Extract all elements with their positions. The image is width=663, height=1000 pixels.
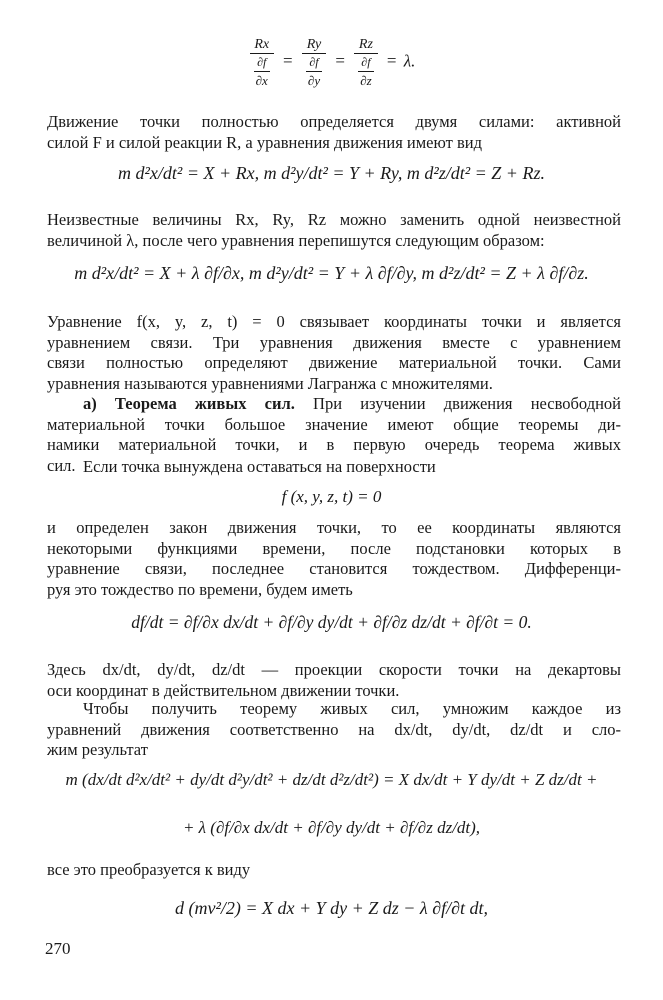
equation-rhs-lambda: λ. — [403, 51, 416, 71]
paragraph-surface: Если точка вынуждена оставаться на поверхности — [83, 457, 436, 476]
equation-lambda-ratio: $\frac{Rx}{\frac{\partial f}{\partial x}}$ = $\frac{Ry}{\frac{\partial f}{\partial y}}$ = $\frac{Rz}{\frac{\partial f}{\partial z}}$ = λ. — [0, 36, 663, 89]
paragraph-constraint: Уравнение f(x, y, z, t) = 0 связывает координаты точки и является уравнением связи. Три уравнения движения вместе с уравнением связи полностью определяют движение материальной точки. Сами уравнения называются уравнениями Лагранжа с множителями. — [47, 312, 621, 393]
paragraph-unknowns: Неизвестные величины Rx, Ry, Rz можно заменить одной неизвестной величиной λ, после чего уравнения перепишутся следующим образом: — [47, 210, 621, 250]
equation-motion: m d²x/dt² = X + Rx, m d²y/dt² = Y + Ry, m d²z/dt² = Z + Rz. — [118, 163, 545, 183]
equation-work-line1: m (dx/dt d²x/dt² + dy/dt d²y/dt² + dz/dt d²z/dt²) = X dx/dt + Y dy/dt + Z dz/dt + — [65, 770, 598, 789]
paragraph-identity: и определен закон движения точки, то ее координаты являются некоторыми функциями времени, после подстановки которых в уравнение связи, последнее становится тождеством. Дифференци- руя это тождество по времени, будем иметь — [47, 518, 621, 599]
fraction-rx: $\frac{Rx}{\frac{\partial f}{\partial x}}$ — [250, 36, 274, 89]
equation-work-line2: + λ (∂f/∂x dx/dt + ∂f/∂y dy/dt + ∂f/∂z dz/dt), — [182, 818, 481, 837]
equation-surface: f (x, y, z, t) = 0 — [281, 487, 382, 506]
paragraph-active-force: Движение точки полностью определяется двумя силами: активной силой F и силой реакции R, а уравнения движения имеют вид — [47, 112, 621, 152]
paragraph-transform: все это преобразуется к виду — [47, 860, 251, 879]
paragraph-multiply: Чтобы получить теорему живых сил, умножим каждое из уравнений движения соответственно на dx/dt, dy/dt, dz/dt и сло- жим результат — [47, 699, 621, 759]
paragraph-velocity: Здесь dx/dt, dy/dt, dz/dt — проекции скорости точки на декартовы оси координат в действительном движении точки. — [47, 660, 621, 700]
equation-total-derivative: df/dt = ∂f/∂x dx/dt + ∂f/∂y dy/dt + ∂f/∂z dz/dt + ∂f/∂t = 0. — [131, 612, 532, 632]
equation-kinetic-energy: d (mv²/2) = X dx + Y dy + Z dz − λ ∂f/∂t dt, — [174, 898, 489, 918]
fraction-rz: $\frac{Rz}{\frac{\partial f}{\partial z}}$ — [354, 36, 377, 89]
section-heading: а) Теорема живых сил. — [83, 394, 295, 413]
page-number: 270 — [45, 939, 71, 958]
equation-lagrange: m d²x/dt² = X + λ ∂f/∂x, m d²y/dt² = Y + λ ∂f/∂y, m d²z/dt² = Z + λ ∂f/∂z. — [74, 263, 589, 283]
fraction-ry: $\frac{Ry}{\frac{\partial f}{\partial y}}$ — [302, 36, 326, 89]
paragraph-theorem: а) Теорема живых сил. При изучении движения несвободной материальной точки большое значение имеют общие теоремы ди- намики материальной точки, и в первую очередь теорема живых сил. — [47, 394, 621, 475]
